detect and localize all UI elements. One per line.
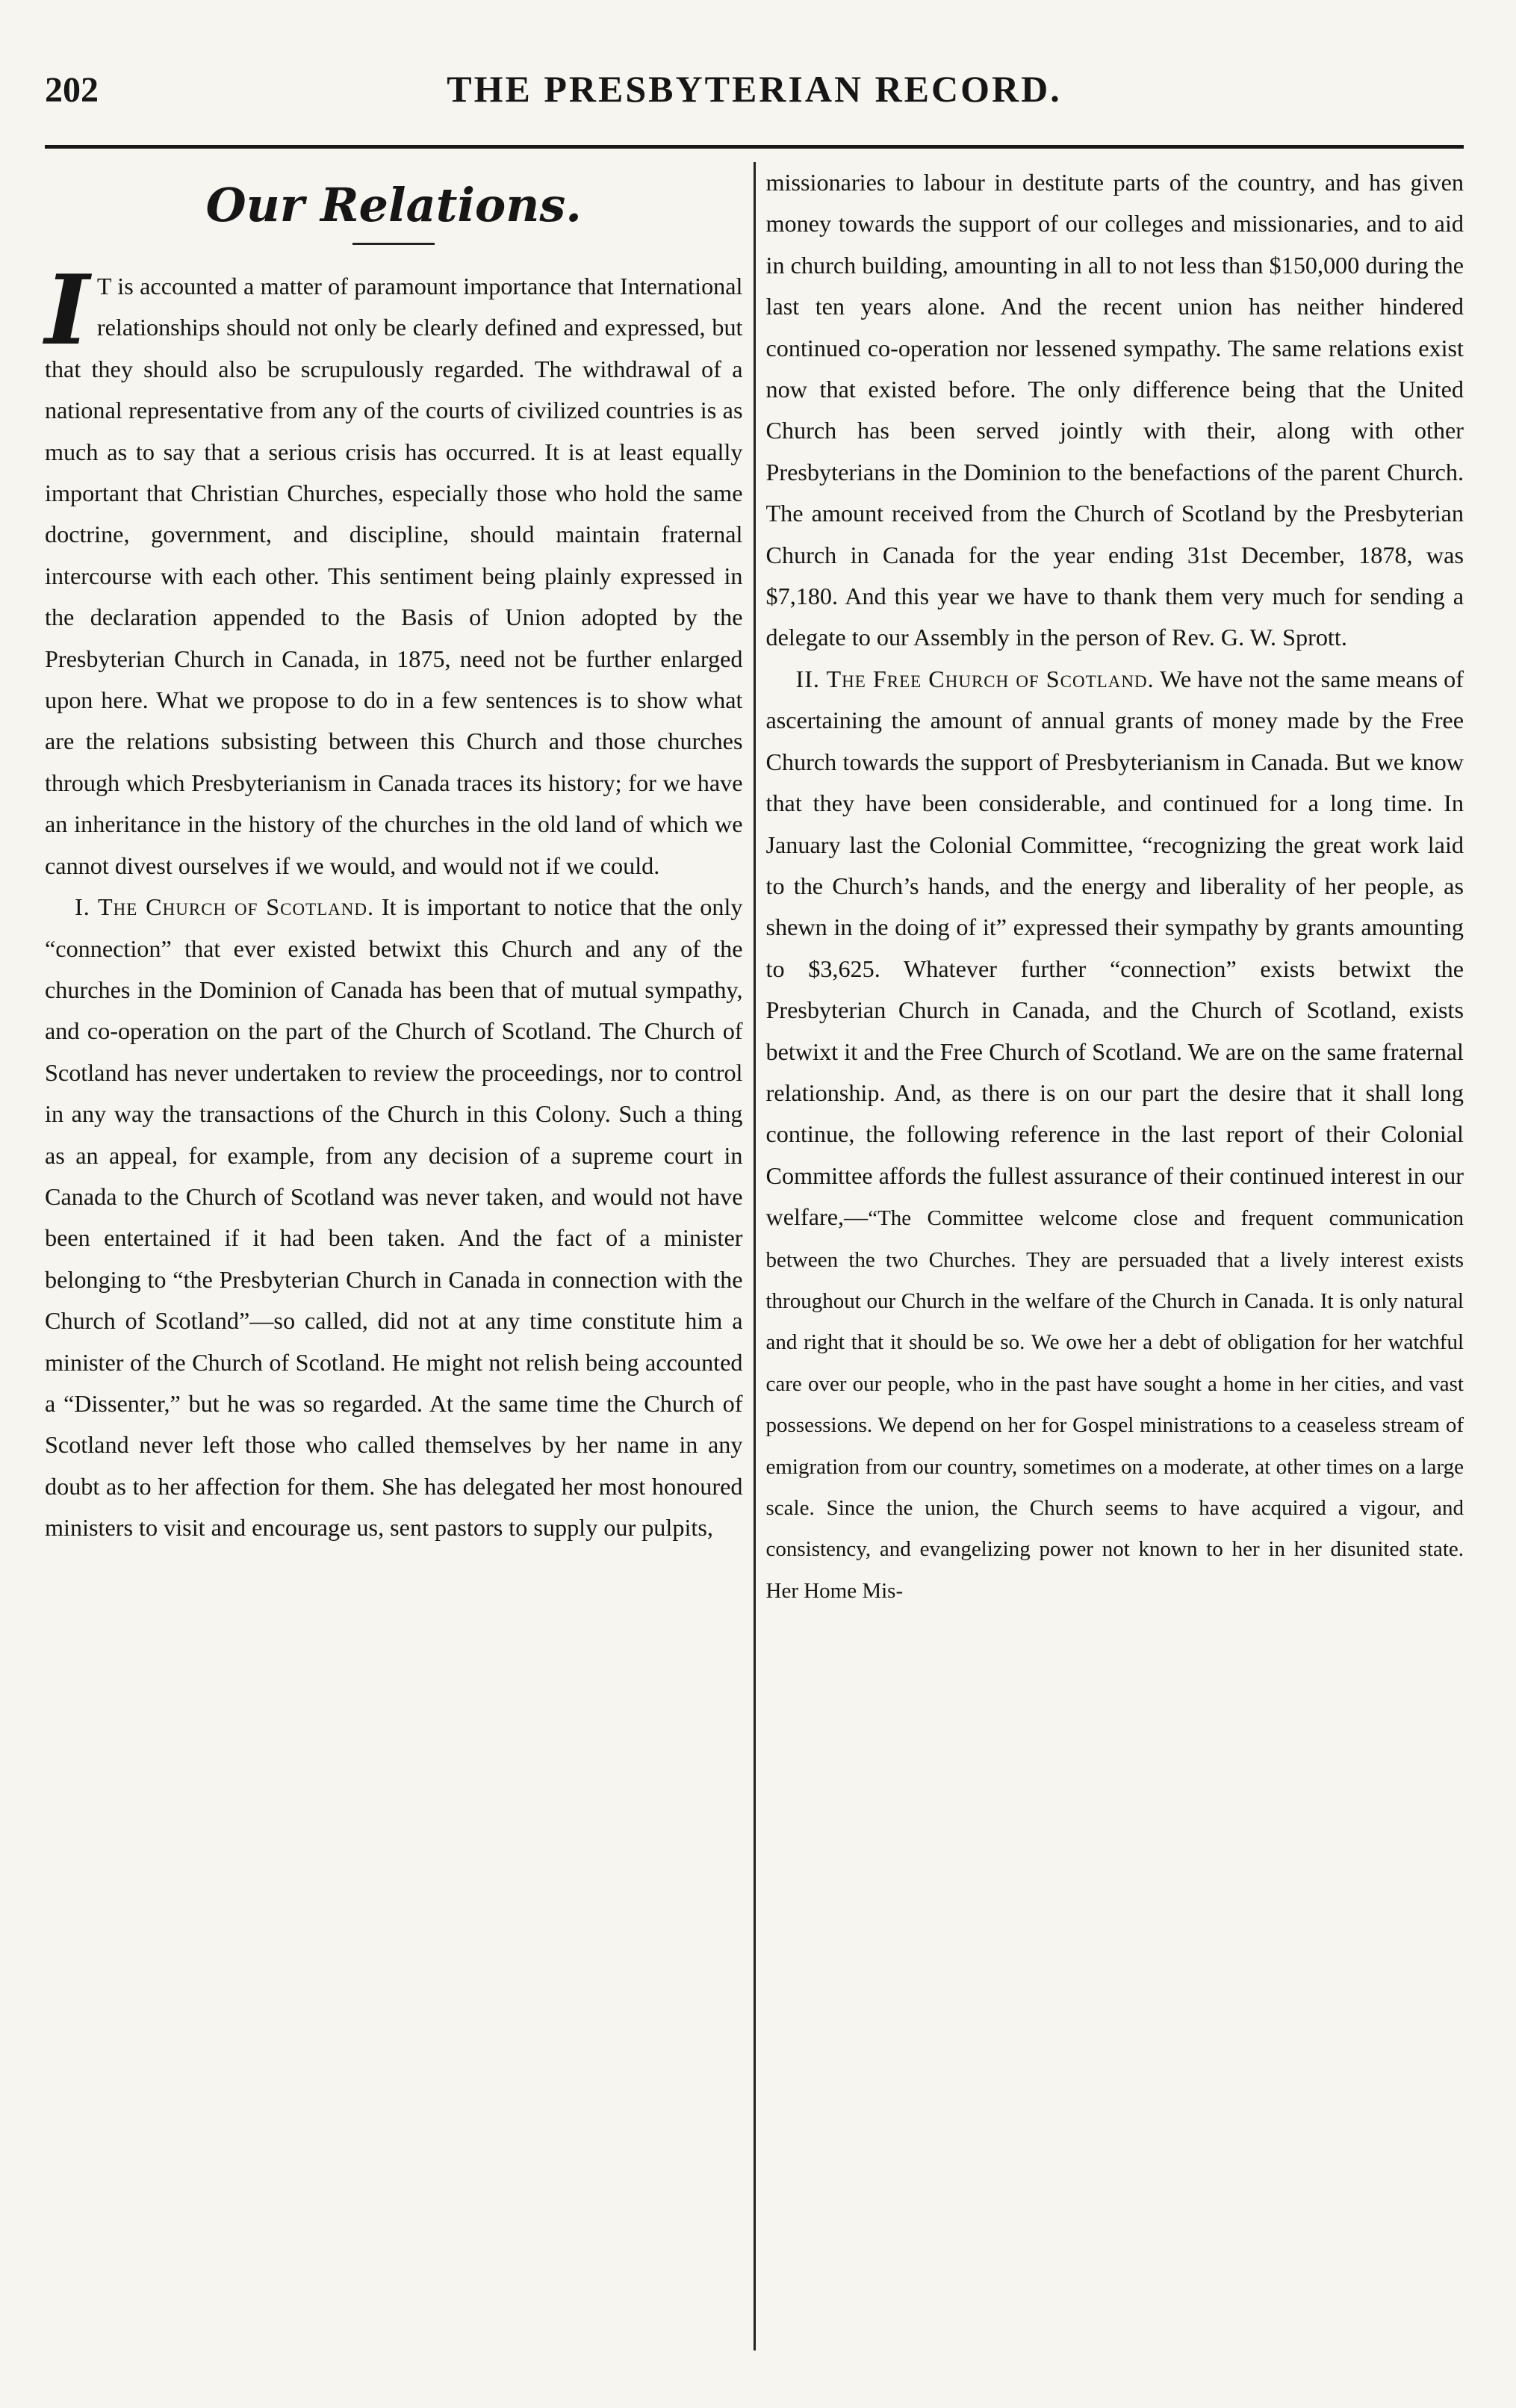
title-divider (352, 243, 435, 245)
article-title: Our Relations. (205, 178, 582, 232)
document-page (45, 67, 1464, 2368)
section-heading-free-church: II. The Free Church of Scotland. (795, 665, 1155, 692)
paragraph-free-church (766, 659, 1464, 1610)
paragraph-continuation: missionaries to labour in destitute parts of the country, and has given money towards the support of our colleges and missionaries, and to aid in church building, amounting in all to not less than $150,000 during the last ten years alone. And the recent union has neither hindered continued co-operation nor lessened sympathy. The same relations exist now that existed before. The only difference being that the United Church has been served jointly with their, along with other Presbyterians in the Dominion to the benefactions of the parent Church. The amount received from the Church of Scotland by the Presbyterian Church in Canada for the year ending 31st December, 1878, was $7,180. And this year we have to thank them very much for sending a delegate to our Assembly in the person of Rev. G. W. Sprott. (765, 169, 1464, 651)
paragraph-intro (45, 255, 743, 887)
drop-cap: I (45, 255, 90, 367)
paragraph-church-of-scotland (45, 887, 743, 1549)
column-divider (754, 162, 756, 2350)
journal-title: THE PRESBYTERIAN RECORD. (447, 68, 1062, 110)
left-column (45, 162, 743, 2350)
paragraph-intro-text: T is accounted a matter of paramount importance that International relationships should not only be clearly defined and expressed, but that they should also be scrupulously regarded. The withdrawal of a national representative from any of the courts of civilized countries is as much as to say that a serious crisis has occurred. It is at least equally important that Christian Churches, especially those who hold the same doctrine, government, and discipline, should maintain fraternal intercourse with each other. This sentiment being plainly expressed in the declaration appended to the Basis of Union adopted by the Presbyterian Church in Canada, in 1875, need not be further enlarged upon here. What we propose to do in a few sentences is to show what are the relations subsisting between this Church and those churches through which Presbyterianism in Canada traces its history; for we have an inheritance in the history of the churches in the old land of which we cannot divest ourselves if we would, and would not if we could. (45, 273, 743, 879)
two-column-body (45, 162, 1464, 2350)
right-column (766, 162, 1464, 2350)
running-head (45, 67, 1464, 142)
header-rule (45, 145, 1464, 149)
section-heading-church-of-scotland: I. The Church of Scotland. (75, 893, 375, 921)
paragraph-church-of-scotland-text: It is important to notice that the only “connection” that ever existed betwixt this Church and any of the churches in the Dominion of Canada has been that of mutual sympathy, and co-operation on the part of the Church of Scotland. The Church of Scotland has never undertaken to review the proceedings, nor to control in any way the transactions of the Church in this Colony. Such a thing as an appeal, for example, from any decision of a supreme court in Canada to the Church of Scotland was never taken, and would not have been entertained if it had been taken. And the fact of a minister belonging to “the Presbyterian Church in Canada in connection with the Church of Scotland”—so called, did not at any time constitute him a minister of the Church of Scotland. He might not relish being accounted a “Dissenter,” but he was so regarded. At the same time the Church of Scotland never left those who called themselves by her name in any doubt as to her affection for them. She has delegated her most honoured ministers to visit and encourage us, sent pastors to supply our pulpits, (45, 893, 743, 1542)
committee-quote: “The Committee welcome close and frequent communication between the two Churches. They are persuaded that a lively interest exists throughout our Church in the welfare of the Church in Canada. It is only natural and right that it should be so. We owe her a debt of obligation for her watchful care over our people, who in the past have sought a home in her cities, and vast possessions. We depend on her for Gospel ministrations to a ceaseless stream of emigration from our country, sometimes on a moderate, at other times on a large scale. Since the union, the Church seems to have acquired a vigour, and consistency, and evangelizing power not known to her in her disunited state. Her Home Mis- (765, 1206, 1464, 1603)
paragraph-free-church-text: We have not the same means of ascertaining the amount of annual grants of money made by the Free Church towards the support of Presbyterianism in Canada. But we know that they have been considerable, and continued for a long time. In January last the Colonial Committee, “recognizing the great work laid to the Church’s hands, and the energy and liberality of her people, as shewn in the doing of it” expressed their sympathy by grants amounting to $3,625. Whatever further “connection” exists betwixt the Presbyterian Church in Canada, and the Church of Scotland, exists betwixt it and the Free Church of Scotland. We are on the same fraternal relationship. And, as there is on our part the desire that it shall long continue, the following reference in the last report of their Colonial Committee affords the fullest assurance of their continued interest in our welfare,— (765, 665, 1464, 1231)
page-number: 202 (45, 70, 99, 110)
